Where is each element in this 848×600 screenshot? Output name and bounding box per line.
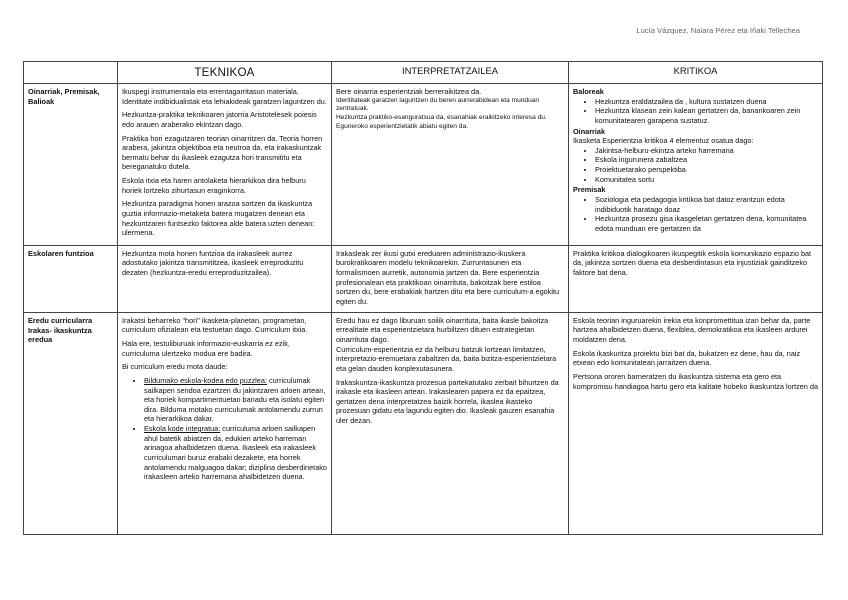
paragraph: Praktika hori ezagutzaren teorian oinarritzen da. Teoria horren arabera, jakintza objektiboa eta neutroa da, eta irakaskuntzak bermatu behar du ikasleek ezagutza hori transmititu eta bereganatuko dutela. — [122, 133, 323, 172]
cell-teknikoa — [118, 84, 332, 246]
paragraph: Eskola teorian inguruarekin irekia eta konpromettitua izan behar da, parte hartzea ahalbidetzen duena, flexiblea, demokratikoa eta ikasleen ardurei moldatzen dena. — [573, 315, 811, 344]
paragraph: Ikuspegi instrumentala eta errentagarritasun materiala. Identitate indibidualistak eta lehiakideak garatzen laguntzen du. — [122, 87, 327, 106]
cell-kritikoa — [569, 84, 823, 246]
bullet-list — [122, 376, 327, 482]
bullet-list — [573, 97, 818, 126]
list-item — [144, 376, 327, 424]
cell-kritikoa: Praktika kritikoa dialogikoaren ikuspegitik eskola komunikazio espazio bat da, jakintza sortzen duena eta desberdintasun eta injustiziak gainditzeko faktore bat dena. — [569, 245, 823, 312]
bullet-list — [573, 195, 818, 234]
table-row — [24, 84, 823, 246]
comparison-table — [23, 61, 823, 535]
list-item: • Hezkuntza prosezu gisa ikasgeletan gertatzen dena, komunitatea edota munduan ere gertatzen da — [595, 214, 818, 233]
small-paragraph: Eguneroko esperientzietatik abiatu egiten da. — [336, 123, 468, 131]
list-item: • Eskola ingurunera zabaltzea — [595, 155, 818, 165]
list-item — [144, 424, 327, 482]
section-title-premisak: Premisak — [573, 185, 606, 195]
header-teknikoa: TEKNIKOA — [118, 62, 332, 84]
small-paragraph: Identitateak garatzen laguntzen du beren aurrerabidean eta munduan zentratuak. — [336, 96, 540, 113]
page-header-author: Lucía Vázquez, Naiara Pérez eta Iñaki Tellechea — [636, 26, 800, 35]
cell-interpretatzailea: Irakasleak zer ikusi gutxi ereduaren administrazio-ikuskera burokratikoaren modelu teknikoarekin. Zurruntasunen eta formalismoen aurretik, autonomia jartzen da. Bere esperientzia profesionalean eta praktikoan oinarrituta, bakoitzak bere estiloa sortzen du, bere erabakiak hartzen ditu eta bere curriculum-a egokitu egiten du. — [332, 245, 569, 312]
list-item: • Proiektuetarako perspektiba — [595, 165, 818, 175]
paragraph: Curriculum-esperientzia ez da helburu batzuk lortzean limitatzen, interpretazio-eremuetara zabaltzen da, baita bizitza-esperientzietara eta gelan dauden konplexutasunera. — [336, 344, 557, 373]
list-item: • Hezkuntza eraldatzailea da , kultura sustatzen duena — [595, 97, 818, 107]
section-title-oinarriak: Oinarriak — [573, 126, 606, 136]
paragraph: Eskola ikaskuntza proiektu bizi bat da, bukatzen ez dene, hau da, naiz etxean edo komunitatean jarraitzen duena. — [573, 348, 801, 368]
paragraph: Ikasketa Esperientzia kritikoa 4 elementuz osatua dago: — [573, 136, 754, 146]
small-paragraph: Hezkuntza praktiko-esanguratsua da, esanahiak eraikitzeko interesa du. — [336, 114, 547, 122]
header-empty-cell — [24, 62, 118, 84]
row-label: Oinarriak, Premisak, Balioak — [24, 84, 118, 246]
list-item-label: Bildumako eskola-kodea edo puzzlea: — [144, 375, 267, 385]
list-item-text: curriculumak sailkapen sendoa ezartzen du jakintzaren arloen artean, eta horiek kompartimentuetan banadu eta isolatu egiten dira. Bilduma motako curriculumak antolamendu zurrun eta hierarkikoa dakar. — [144, 375, 326, 424]
table-row — [24, 245, 823, 312]
bullet-list — [573, 146, 818, 185]
paragraph: Hezkuntza paradigma honen arazoa sortzen da ikaskuntza guztia informazio-metaketa batera mugatzen denean eta hezkuntzaren funtsezko faktorea alde batera uzten denean: ulermena. — [122, 199, 315, 238]
paragraph: Eskola itxia eta haren antolaketa hierarkikoa dira helburu horiek lortzeko zihurtasun eraginkorra. — [122, 176, 306, 195]
cell-interpretatzailea — [332, 312, 569, 534]
list-item-text: curriculuma arloen sailkapen ahul batetik abiatzen da, edukien arteko harreman arinagoa ahalbidetzen duena. Ikasleek eta irakasleek curriculumari buruz erabaki dezakete, eta horrek antolamendu malguagoa dakar; diziplina desberdinetako irakasleen arteko harremana ahalbidetzen duena. — [144, 424, 327, 482]
list-item: • Komunitatea sortu — [595, 175, 818, 185]
paragraph: Irakaskuntza-ikaskuntza prozesua partekatutako zerbait bihurtzen da irakasle eta ikasleen artean. Irakaslearen papera ez da epaitzea, gertatzen dena interpretatzea baizik horrela, ikaslea ikasteko prozesuan gidatu eta lagundu egiten dio. Ikasleak gauzen esanahia uler dezan. — [336, 377, 559, 425]
list-item: • Jakintsa-helburu-ekintza arteko harremana — [595, 146, 818, 156]
cell-interpretatzailea — [332, 84, 569, 246]
paragraph: Irakatsi beharreko "hori" ikasketa-planetan, programetan, curriculum ofizialean eta testuetan dago. Curriculum itxia. — [122, 315, 308, 335]
header-kritikoa: KRITIKOA — [569, 62, 823, 84]
section-title-baloreak: Baloreak — [573, 87, 604, 96]
paragraph: Bere oinarria esperientziak berreraikitzea da. — [336, 87, 482, 96]
table-row — [24, 312, 823, 534]
paragraph: Pertsona ororen barneratzen du ikaskuntza sistema eta gero eta kompromisu handiagoa hartu gero eta kalitate hobeko ikaskuntza lortzen da — [573, 371, 819, 391]
paragraph: Hezkuntza-praktika teknikoaren jatorria Aristotelesek poiesis edo arauen araberako ekintzan dago. — [122, 110, 317, 129]
paragraph: Bi curriculum eredu mota daude: — [122, 362, 228, 372]
header-interpretatzailea: INTERPRETATZAILEA — [332, 62, 569, 84]
header-row — [24, 62, 823, 84]
list-item: • Hezkuntza klasean zein kalean gertatzen da, banankoaren zein komunitatearen garapena sustatuz. — [595, 106, 818, 125]
row-label: Eskolaren funtzioa — [24, 245, 118, 312]
paragraph: Eredu hau ez dago liburuan soilik oinarrituta, baita ikasle bakoitza errealitate eta esperientzietara hurbiltzen dituen estrategietan oinarrituta dago. — [336, 315, 549, 344]
row-label: Eredu curricularra Irakas- ikaskuntza eredua — [24, 312, 118, 534]
cell-teknikoa: Hezkuntza mota honen funtzioa da irakasleek aurrez adostutako jakintza transmititzea, ikasleek erreproduzitu dezaten (hezkuntza-eredu erreproduzitzailea). — [118, 245, 332, 312]
cell-kritikoa — [569, 312, 823, 534]
list-item: • Soziologia eta pedagogia kritikoa bat datoz erantzun edota indibiduotik haratago doaz — [595, 195, 818, 214]
list-item-label: Eskola kode integratua: — [144, 424, 221, 433]
paragraph: Hala ere, testuliburuak informazio-euskarria ez ezik, curriculuma ulertzeko modua ere badira. — [122, 339, 290, 358]
cell-teknikoa — [118, 312, 332, 534]
